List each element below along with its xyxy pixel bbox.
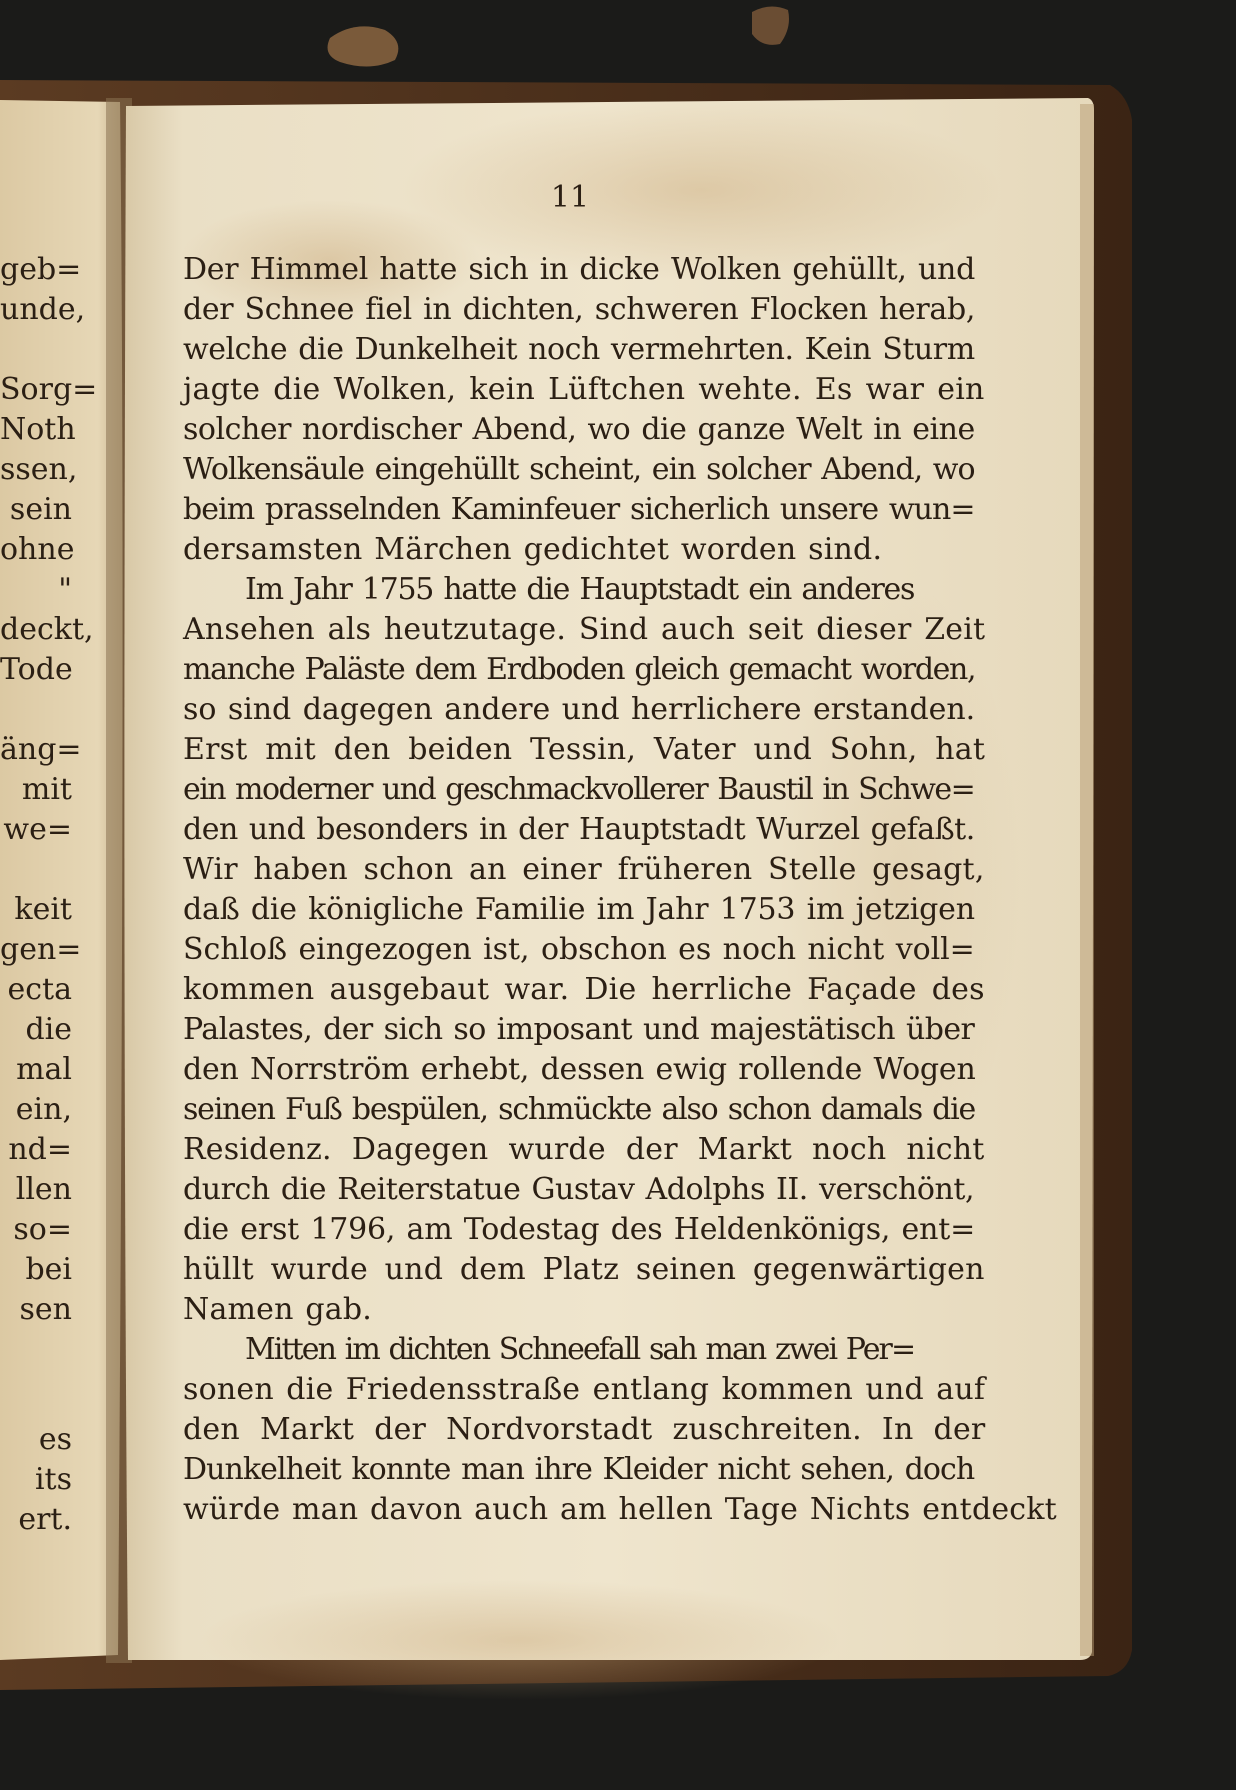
left-page-fragment: its <box>34 1462 72 1497</box>
left-page-fragment: Tode <box>0 652 73 687</box>
left-page-fragment: bei <box>25 1252 72 1287</box>
left-page-fragment: " <box>58 572 72 607</box>
text-line: seinen Fuß bespülen, schmückte also schon damals die <box>183 1092 976 1127</box>
left-page-fragment: deckt, <box>0 612 94 647</box>
text-line: den und besonders in der Hauptstadt Wurzel gefaßt. <box>183 812 975 847</box>
text-line: Residenz. Dagegen wurde der Markt noch nicht <box>183 1132 985 1167</box>
left-page-fragment: keit <box>14 892 72 927</box>
left-page-fragment: die <box>25 1012 72 1047</box>
left-page-fragment: geb= <box>0 252 82 287</box>
text-line: sonen die Friedensstraße entlang kommen und auf <box>183 1372 986 1407</box>
text-line: den Norrström erhebt, dessen ewig rollende Wogen <box>183 1052 976 1087</box>
left-page-fragment: sein <box>9 492 72 527</box>
text-line: manche Paläste dem Erdboden gleich gemacht worden, <box>183 652 976 687</box>
text-line: beim prasselnden Kaminfeuer sicherlich unsere wun= <box>183 492 975 527</box>
text-line: kommen ausgebaut war. Die herrliche Façade des <box>183 972 985 1007</box>
page-number: 11 <box>550 180 590 215</box>
left-page-fragment: sen <box>19 1292 72 1327</box>
text-line: Wir haben schon an einer früheren Stelle gesagt, <box>183 852 985 887</box>
text-line: würde man davon auch am hellen Tage Nichts entdeckt <box>183 1492 1057 1527</box>
left-page-fragment: äng= <box>0 732 82 767</box>
left-page-fragment: ohne <box>0 532 75 567</box>
left-page-fragment: ein, <box>15 1092 72 1127</box>
text-line: daß die königliche Familie im Jahr 1753 im jetzigen <box>183 892 975 927</box>
text-line: Namen gab. <box>183 1292 373 1327</box>
text-line: welche die Dunkelheit noch vermehrten. Kein Sturm <box>183 332 975 367</box>
left-page-fragment: Noth <box>0 412 76 447</box>
text-line: Im Jahr 1755 hatte die Hauptstadt ein anderes <box>245 572 915 607</box>
text-line: hüllt wurde und dem Platz seinen gegenwärtigen <box>183 1252 985 1287</box>
text-line: Schloß eingezogen ist, obschon es noch nicht voll= <box>183 932 975 967</box>
text-line: ein moderner und geschmackvollerer Baustil in Schwe= <box>183 772 975 807</box>
left-page-fragment: we= <box>3 812 72 847</box>
text-line: Wolkensäule eingehüllt scheint, ein solcher Abend, wo <box>183 452 975 487</box>
left-page-fragment: nd= <box>8 1132 72 1167</box>
left-page-fragment: Sorg= <box>0 372 98 407</box>
text-line: solcher nordischer Abend, wo die ganze Welt in eine <box>183 412 975 447</box>
text-line: Erst mit den beiden Tessin, Vater und Sohn, hat <box>183 732 986 767</box>
text-line: durch die Reiterstatue Gustav Adolphs II. verschönt, <box>183 1172 975 1207</box>
left-page-fragment: mal <box>16 1052 72 1087</box>
left-page-fragment: ecta <box>7 972 72 1007</box>
text-line: so sind dagegen andere und herrlichere erstanden. <box>183 692 976 727</box>
left-page-fragment: gen= <box>0 932 82 967</box>
text-line: Dunkelheit konnte man ihre Kleider nicht sehen, doch <box>183 1452 975 1487</box>
text-line: jagte die Wolken, kein Lüftchen wehte. Es war ein <box>183 372 985 407</box>
text-line: Ansehen als heutzutage. Sind auch seit dieser Zeit <box>183 612 986 647</box>
left-page-fragment: ssen, <box>0 452 78 487</box>
left-page-fragment: llen <box>15 1172 72 1207</box>
left-page-fragment: unde, <box>0 292 86 327</box>
text-line: Der Himmel hatte sich in dicke Wolken gehüllt, und <box>183 252 976 287</box>
text-line: Mitten im dichten Schneefall sah man zwei Per= <box>245 1332 915 1367</box>
left-page-fragment: es <box>38 1422 72 1457</box>
text-line: den Markt der Nordvorstadt zuschreiten. In der <box>183 1412 986 1447</box>
left-page-fragment: mit <box>21 772 72 807</box>
text-line: der Schnee fiel in dichten, schweren Flocken herab, <box>183 292 976 327</box>
left-page-fragment: ert. <box>18 1502 72 1537</box>
text-line: dersamsten Märchen gedichtet worden sind. <box>183 532 883 567</box>
text-line: die erst 1796, am Todestag des Heldenkönigs, ent= <box>183 1212 976 1247</box>
left-page-fragment: so= <box>13 1212 72 1247</box>
text-line: Palastes, der sich so imposant und majestätisch über <box>183 1012 975 1047</box>
